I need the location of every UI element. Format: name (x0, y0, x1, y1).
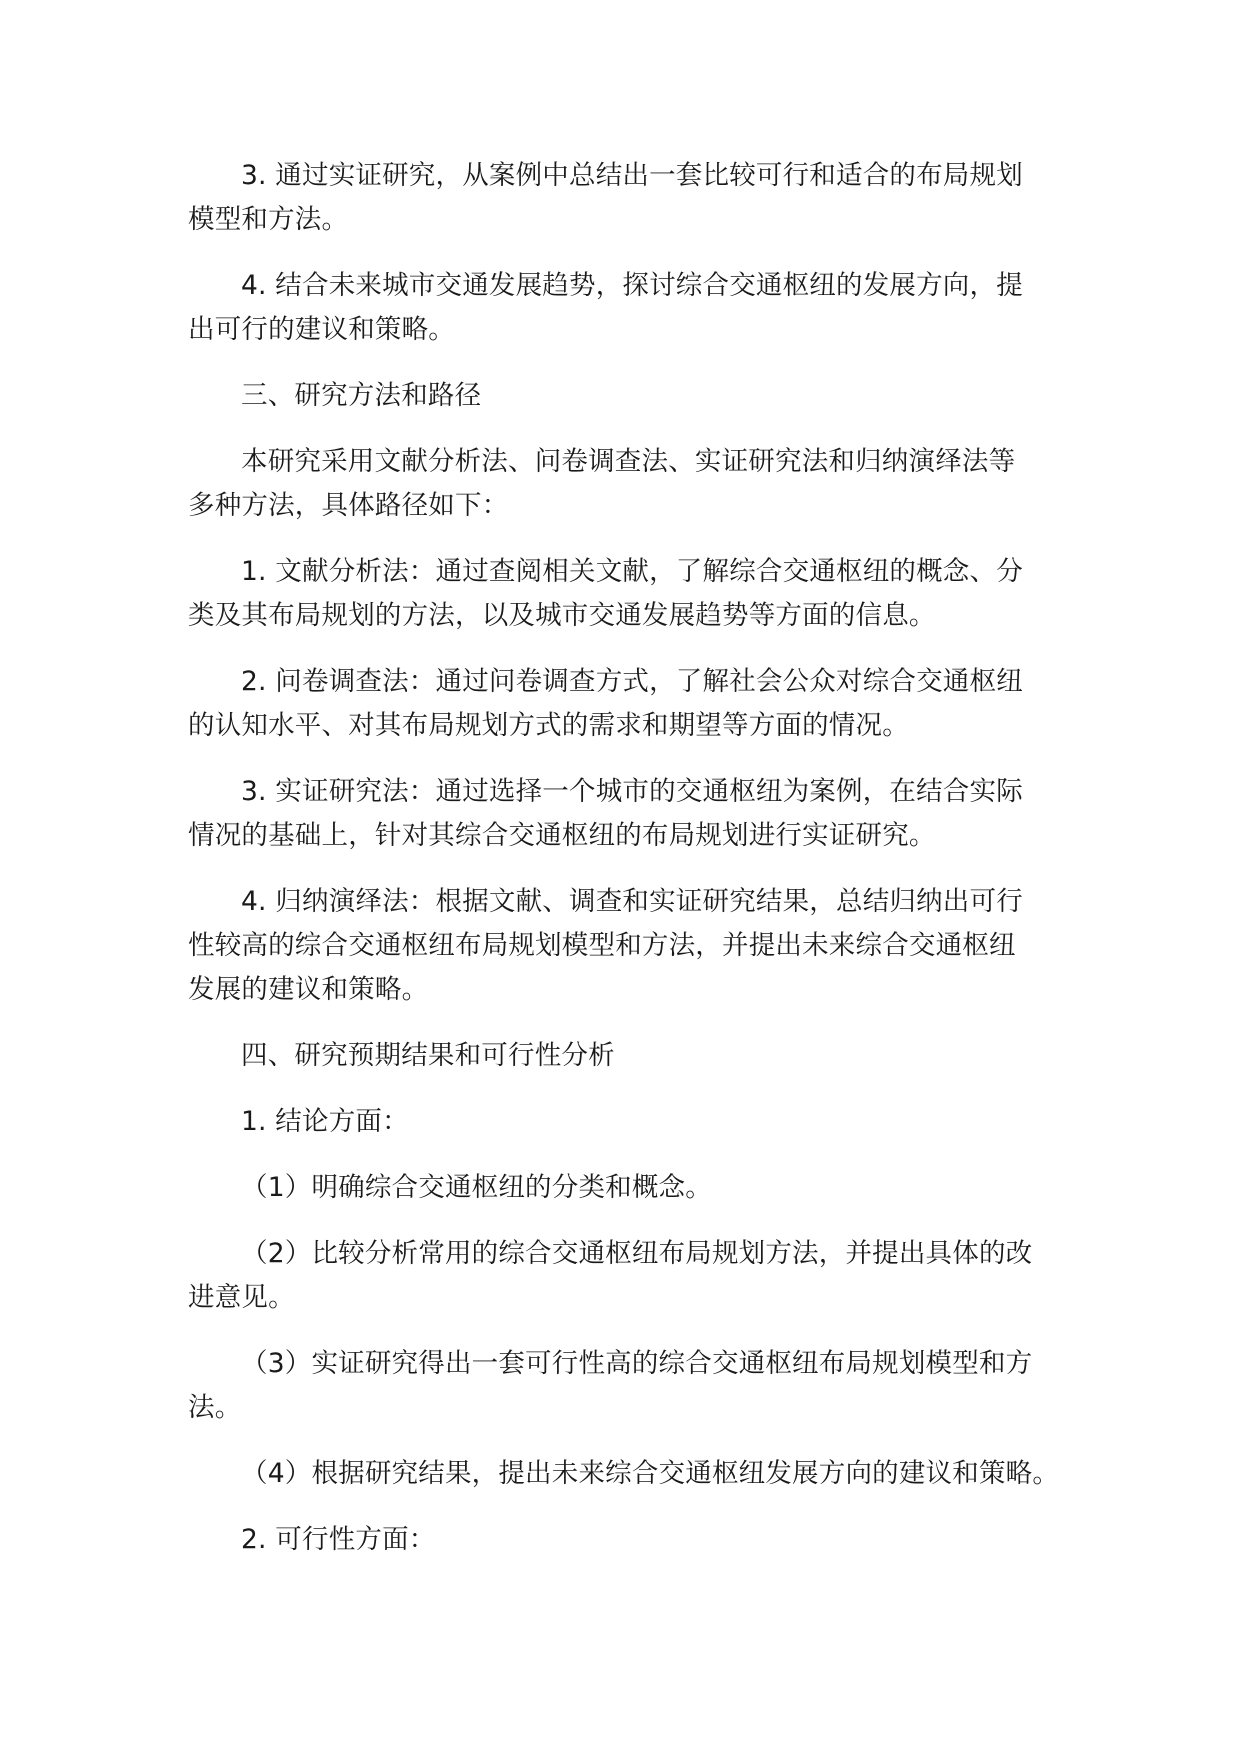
paragraph-method-empirical (188, 770, 1068, 858)
paragraph-conclusion-3 (188, 1342, 1068, 1430)
paragraph-conclusion-4 (188, 1452, 1068, 1496)
text-line: 进意见。 (188, 1282, 295, 1313)
paragraph-item-4 (188, 264, 1068, 352)
text-line: 4. 归纳演绎法：根据文献、调查和实证研究结果，总结归纳出可行 (241, 886, 1023, 917)
text-line: 本研究采用文献分析法、问卷调查法、实证研究法和归纳演绎法等 (241, 446, 1016, 477)
text-line: 1. 结论方面： (241, 1106, 409, 1137)
text-line: （4）根据研究结果，提出未来综合交通枢纽发展方向的建议和策略。 (241, 1458, 1060, 1489)
paragraph-method-induction (188, 880, 1068, 1012)
section-heading-expected-results (188, 1034, 1068, 1078)
text-line: 1. 文献分析法：通过查阅相关文献，了解综合交通枢纽的概念、分 (241, 556, 1023, 587)
text-line: （2）比较分析常用的综合交通枢纽布局规划方法，并提出具体的改 (241, 1238, 1033, 1269)
text-line: 3. 通过实证研究，从案例中总结出一套比较可行和适合的布局规划 (241, 160, 1023, 191)
text-line: 法。 (188, 1392, 242, 1423)
text-line: 4. 结合未来城市交通发展趋势，探讨综合交通枢纽的发展方向，提 (241, 270, 1023, 301)
paragraph-feasibility-heading (188, 1518, 1068, 1562)
text-line: 出可行的建议和策略。 (188, 314, 455, 345)
text-line: （3）实证研究得出一套可行性高的综合交通枢纽布局规划模型和方 (241, 1348, 1033, 1379)
document-body (188, 154, 1068, 1584)
paragraph-item-3 (188, 154, 1068, 242)
text-line: 2. 可行性方面： (241, 1524, 436, 1555)
paragraph-conclusion-1 (188, 1166, 1068, 1210)
text-line: 发展的建议和策略。 (188, 974, 429, 1005)
text-line: 类及其布局规划的方法，以及城市交通发展趋势等方面的信息。 (188, 600, 936, 631)
paragraph-conclusion-heading (188, 1100, 1068, 1144)
text-line: 2. 问卷调查法：通过问卷调查方式，了解社会公众对综合交通枢纽 (241, 666, 1023, 697)
paragraph-method-literature (188, 550, 1068, 638)
text-line: 性较高的综合交通枢纽布局规划模型和方法，并提出未来综合交通枢纽 (188, 930, 1016, 961)
text-line: 情况的基础上，针对其综合交通枢纽的布局规划进行实证研究。 (188, 820, 936, 851)
text-line: 3. 实证研究法：通过选择一个城市的交通枢纽为案例，在结合实际 (241, 776, 1023, 807)
paragraph-conclusion-2 (188, 1232, 1068, 1320)
text-line: 的认知水平、对其布局规划方式的需求和期望等方面的情况。 (188, 710, 909, 741)
text-line: 多种方法，具体路径如下： (188, 490, 509, 521)
text-line: 四、研究预期结果和可行性分析 (241, 1040, 615, 1071)
text-line: 三、研究方法和路径 (241, 380, 482, 411)
text-line: （1）明确综合交通枢纽的分类和概念。 (241, 1172, 712, 1203)
paragraph-method-survey (188, 660, 1068, 748)
paragraph-methods-intro (188, 440, 1068, 528)
section-heading-methods (188, 374, 1068, 418)
text-line: 模型和方法。 (188, 204, 349, 235)
